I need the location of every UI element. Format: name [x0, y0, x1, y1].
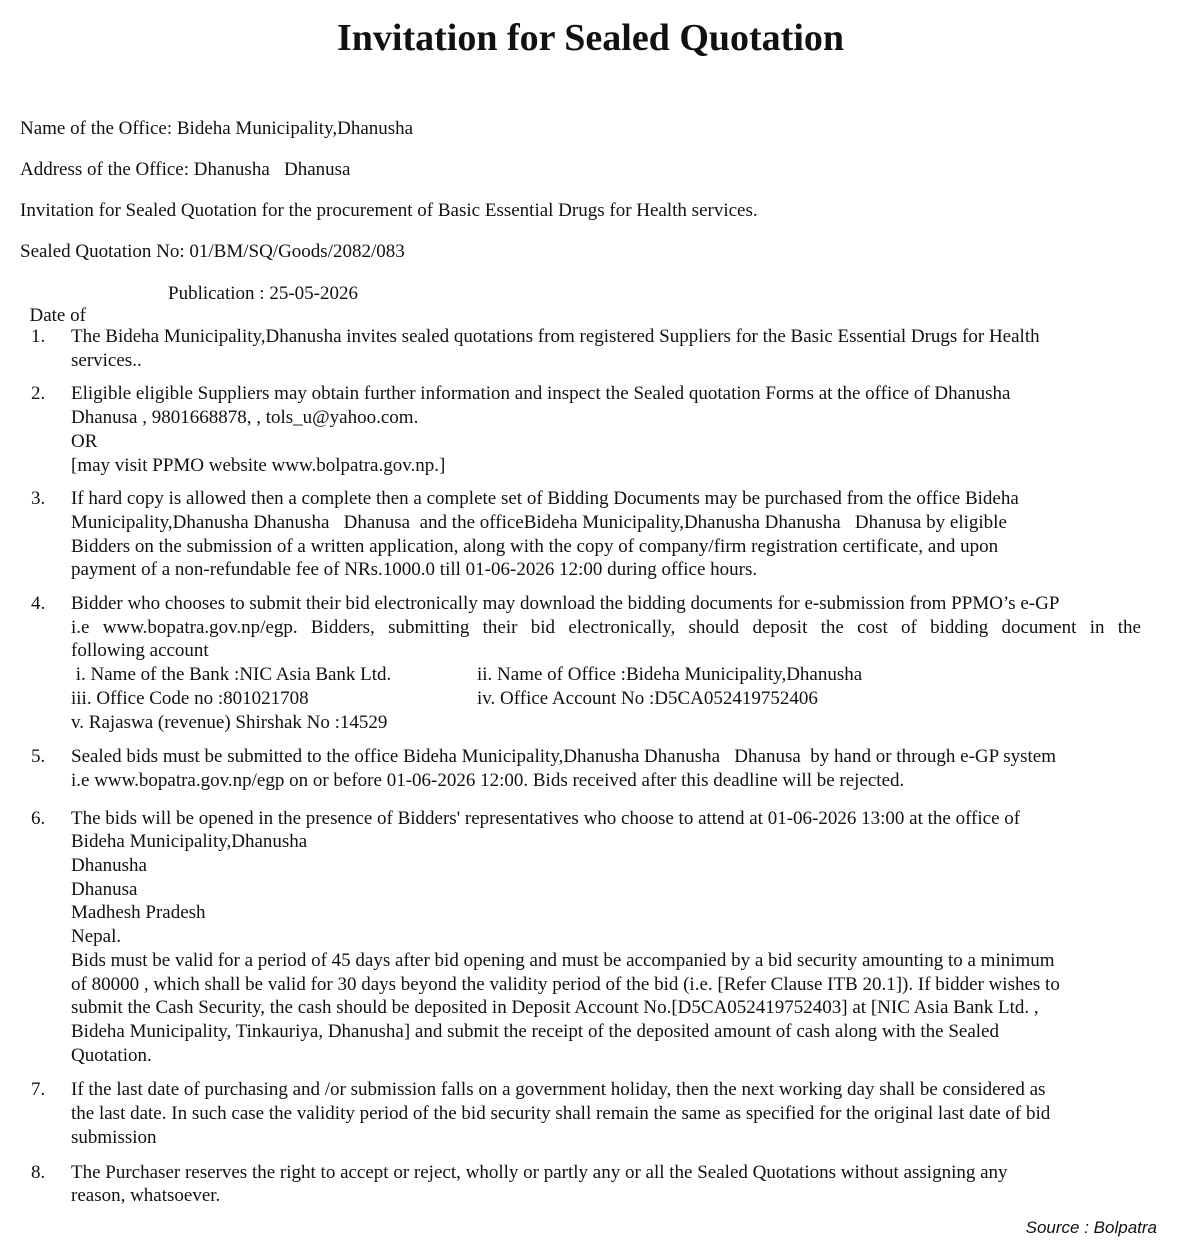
- clause-number: 6.: [31, 807, 46, 829]
- clause-line: i.e www.bopatra.gov.np/egp on or before 01-06-2026 12:00. Bids received after this deadline will be rejected.: [71, 769, 905, 791]
- clause-line: [may visit PPMO website www.bolpatra.gov.np.]: [71, 454, 446, 476]
- clause-line: Municipality,Dhanusha Dhanusha Dhanusa and the officeBideha Municipality,Dhanusha Dhanusha Dhanusa by eligible: [71, 511, 1007, 533]
- clause-line: OR: [71, 430, 98, 452]
- clause-number: 4.: [31, 593, 46, 615]
- publication-date: [20, 283, 620, 326]
- clause-number: 8.: [31, 1161, 46, 1183]
- clause-3: [0, 487, 1181, 582]
- bank-office-name: ii. Name of Office :Bideha Municipality,Dhanusha: [477, 664, 863, 686]
- invitation-line: Invitation for Sealed Quotation for the procurement of Basic Essential Drugs for Health services.: [20, 200, 758, 221]
- clause-number: 5.: [31, 746, 46, 768]
- bank-office-code: iii. Office Code no :801021708: [71, 687, 309, 709]
- date-label: Date of: [29, 305, 86, 326]
- office-address: Address of the Office: Dhanusha Dhanusa: [20, 159, 351, 180]
- clause-number: 7.: [31, 1079, 46, 1101]
- clause-line: Nepal.: [71, 926, 122, 948]
- clause-line: services..: [71, 349, 142, 371]
- clause-line: The Bideha Municipality,Dhanusha invites sealed quotations from registered Suppliers for the Basic Essential Drugs for Health: [71, 326, 1040, 347]
- clause-line: If the last date of purchasing and /or submission falls on a government holiday, then the next working day shall be considered as: [71, 1079, 1046, 1101]
- clause-number: 2.: [31, 383, 46, 405]
- clause-line: If hard copy is allowed then a complete then a complete set of Bidding Documents may be purchased from the office Bideha: [71, 488, 1019, 510]
- clause-line: The bids will be opened in the presence of Bidders' representatives who choose to attend at 01-06-2026 13:00 at the office of: [71, 807, 1021, 829]
- clause-line: Eligible eligible Suppliers may obtain further information and inspect the Sealed quotation Forms at the office of Dhanusha: [71, 383, 1011, 405]
- clause-line: the last date. In such case the validity period of the bid security shall remain the same as specified for the original last date of bid: [71, 1103, 1051, 1125]
- clause-line: of 80000 , which shall be valid for 30 days beyond the validity period of the bid (i.e. [Refer Clause ITB 20.1]). If bidder wishes to: [71, 973, 1060, 995]
- clause-line: Quotation.: [71, 1044, 152, 1066]
- clause-line: following account: [71, 640, 209, 662]
- clause-line: Bidders on the submission of a written application, along with the copy of company/firm registration certificate, and upon: [71, 535, 999, 557]
- clause-line: Madhesh Pradesh: [71, 902, 206, 924]
- clause-6: [0, 807, 1181, 1068]
- clause-5: [0, 745, 1181, 792]
- clause-2: [0, 382, 1181, 477]
- quotation-number: Sealed Quotation No: 01/BM/SQ/Goods/2082/083: [20, 241, 405, 262]
- bank-revenue-head: v. Rajaswa (revenue) Shirshak No :14529: [71, 711, 388, 733]
- clause-7: [0, 1078, 1181, 1149]
- clause-line: submission: [71, 1126, 157, 1148]
- clause-line: Dhanusha: [71, 855, 147, 877]
- clause-line: reason, whatsoever.: [71, 1185, 221, 1207]
- clause-line: Bideha Municipality,Dhanusha: [71, 831, 308, 853]
- clause-line: Sealed bids must be submitted to the office Bideha Municipality,Dhanusha Dhanusha Dhanusa by hand or through e-GP system: [71, 746, 1057, 768]
- clause-1: [0, 325, 1181, 372]
- clause-line: Bidder who chooses to submit their bid electronically may download the bidding documents for e-submission from PPMO’s e-GP: [71, 593, 1060, 615]
- document-title: Invitation for Sealed Quotation: [336, 17, 845, 59]
- clause-list: [0, 325, 1181, 1208]
- clause-line: payment of a non-refundable fee of NRs.1000.0 till 01-06-2026 12:00 during office hours.: [71, 559, 758, 581]
- bank-name: i. Name of the Bank :NIC Asia Bank Ltd.: [71, 664, 392, 686]
- clause-line: Bideha Municipality, Tinkauriya, Dhanusha] and submit the receipt of the deposited amount of cash along with the Sealed: [71, 1020, 999, 1042]
- bank-details: [71, 663, 1141, 734]
- clause-number: 3.: [31, 488, 46, 510]
- clause-4: [0, 592, 1181, 734]
- clause-line: The Purchaser reserves the right to accept or reject, wholly or partly any or all the Sealed Quotations without assigning any: [71, 1161, 1008, 1183]
- clause-line: Dhanusa: [71, 878, 138, 900]
- clause-number: 1.: [31, 326, 46, 347]
- publication-value: Publication : 25-05-2026: [168, 283, 358, 304]
- source-credit: Source : Bolpatra: [1025, 1218, 1157, 1237]
- clause-line: Dhanusa , 9801668878, , tols_u@yahoo.com.: [71, 407, 419, 429]
- clause-line: Bids must be valid for a period of 45 days after bid opening and must be accompanied by a bid security amounting to a minimum: [71, 949, 1055, 971]
- office-name: Name of the Office: Bideha Municipality,Dhanusha: [20, 118, 414, 139]
- bank-account-number: iv. Office Account No :D5CA052419752406: [477, 687, 818, 709]
- clause-line: submit the Cash Security, the cash should be deposited in Deposit Account No.[D5CA052419752403] at [NIC Asia Bank Ltd. ,: [71, 997, 1039, 1019]
- clause-line: i.e www.bopatra.gov.np/egp. Bidders, submitting their bid electronically, should deposit the cost of bidding document in the: [71, 616, 1141, 638]
- clause-8: [0, 1161, 1181, 1208]
